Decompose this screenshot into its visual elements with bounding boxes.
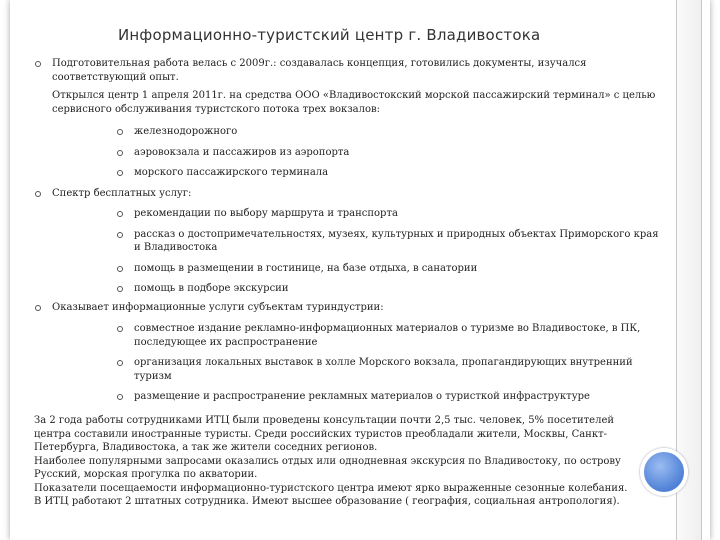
- bullet-list: [20, 57, 660, 404]
- summary-text: [24, 414, 649, 509]
- bullet-icon: [117, 326, 123, 332]
- bullet-icon: [35, 305, 41, 311]
- decorative-circle: [640, 448, 688, 496]
- list-item: Спектр бесплатных услуг:: [20, 187, 660, 201]
- bullet-icon: [35, 191, 41, 197]
- bullet-icon: [117, 394, 123, 400]
- list-item: Открылся центр 1 апреля 2011г. на средства ООО «Владивостокский морской пассажирский терминал» с целью сервисного обслуживания туристского потока трех вокзалов:: [52, 90, 656, 115]
- list-item: рекомендации по выбору маршрута и транспорта: [20, 207, 660, 221]
- summary-paragraph: В ИТЦ работают 2 штатных сотрудника. Имеют высшее образование ( география, социальная антропология).: [34, 496, 620, 507]
- summary-paragraph: Наиболее популярными запросами оказались отдых или однодневная экскурсия по Владивостоку, по острову Русский, морская прогулка по акватории.: [34, 455, 621, 480]
- bullet-icon: [117, 266, 123, 272]
- bullet-icon: [117, 170, 123, 176]
- summary-paragraph: За 2 года работы сотрудниками ИТЦ были проведены консультации почти 2,5 тыс. человек, 5% посетителей центра составили иностранные туристы. Среди российских туристов преобладали жители, Москвы, Санкт-Петербурга, Владивостока, а так же жители соседних регионов.: [34, 415, 615, 453]
- bullet-icon: [117, 232, 123, 238]
- bullet-icon: [117, 129, 123, 135]
- list-item: Оказывает информационные услуги субъектам туриндустрии:: [20, 301, 660, 315]
- list-item: Подготовительная работа велась с 2009г.: создавалась концепция, готовились документы, изучался соответствующий опыт.: [20, 57, 660, 84]
- list-item: аэровокзала и пассажиров из аэропорта: [20, 146, 660, 160]
- list-item: совместное издание рекламно-информационных материалов о туризме во Владивостоке, в ПК, последующее их распространение: [20, 322, 660, 349]
- list-item: размещение и распространение рекламных материалов о туристкой инфраструктуре: [20, 390, 660, 404]
- bullet-icon: [117, 150, 123, 156]
- bullet-icon: [35, 61, 41, 67]
- bullet-icon: [117, 360, 123, 366]
- list-item: железнодорожного: [20, 125, 660, 139]
- list-item: организация локальных выставок в холле Морского вокзала, пропагандирующих внутренний туризм: [20, 356, 660, 383]
- bullet-icon: [117, 211, 123, 217]
- bullet-icon: [117, 286, 123, 292]
- list-item: помощь в размещении в гостинице, на базе отдыха, в санатории: [20, 262, 660, 276]
- list-item: рассказ о достопримечательностях, музеях, культурных и природных объектах Приморского края и Владивостока: [20, 228, 660, 255]
- list-item: помощь в подборе экскурсии: [20, 282, 660, 296]
- slide-title: Информационно-туристский центр г. Владивостока: [118, 26, 541, 44]
- list-item: морского пассажирского терминала: [20, 166, 660, 180]
- summary-paragraph: Показатели посещаемости информационно-туристского центра имеют ярко выраженные сезонные колебания.: [34, 482, 628, 494]
